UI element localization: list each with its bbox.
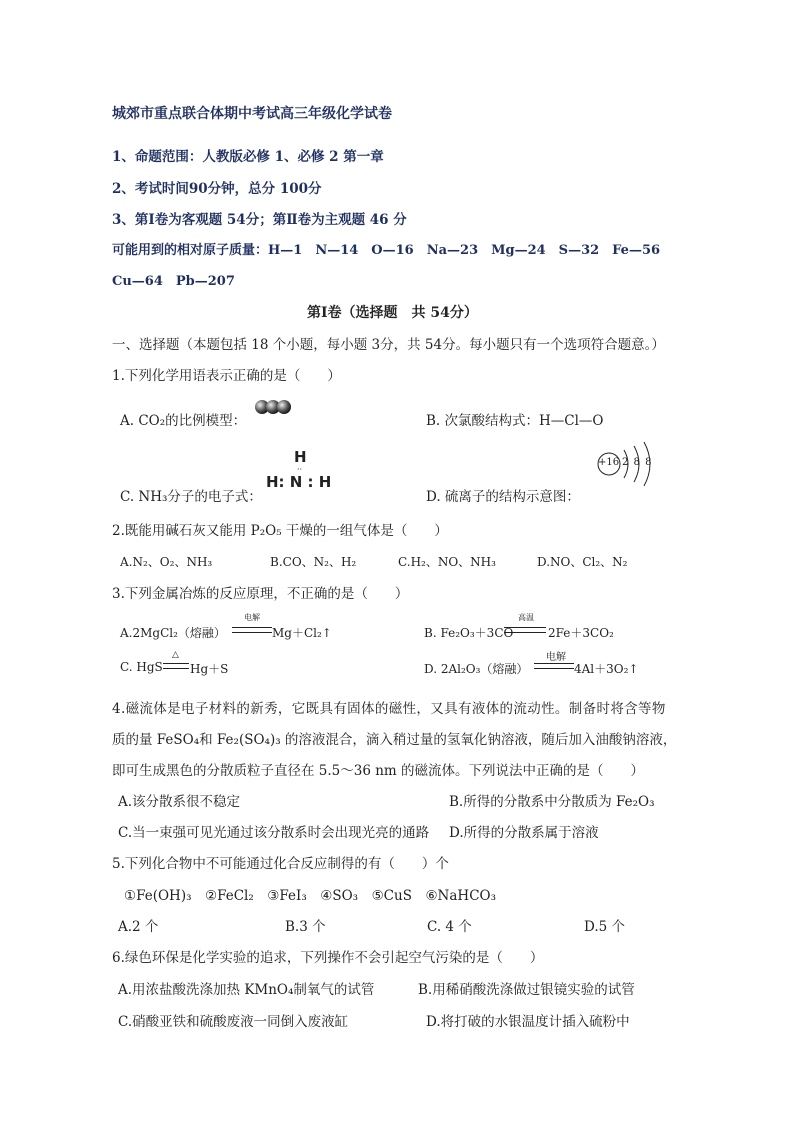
part1-heading: 第Ⅰ卷（选择题 共 54分） — [307, 305, 478, 321]
q3-c-condition: △ — [172, 650, 179, 660]
q3-option-a-right: Mg＋Cl₂↑ — [272, 626, 332, 640]
sulfide-ion-diagram — [592, 440, 668, 492]
q1-stem: 1.下列化学用语表示正确的是（ ） — [112, 368, 341, 384]
q6-option-b: B.用稀硝酸洗涤做过银镜实验的试管 — [418, 982, 635, 998]
q1-option-d: D. 硫离子的结构示意图： — [426, 489, 580, 505]
q6-option-d: D.将打破的水银温度计插入硫粉中 — [426, 1014, 630, 1030]
q3-b-equals — [504, 627, 546, 633]
part1-instructions: 一、选择题（本题包括 18 个小题，每小题 3分，共 54分。每小题只有一个选项符合题意。） — [112, 337, 665, 353]
q2-option-a: A.N₂、O₂、NH₃ — [120, 555, 213, 569]
nh3-top-h: H — [294, 448, 307, 466]
q3-option-d-right: 4Al＋3O₂↑ — [574, 662, 639, 676]
q3-a-condition: 电解 — [244, 613, 260, 622]
q5-stem: 5.下列化合物中不可能通过化合反应制得的有（ ）个 — [112, 856, 449, 872]
q2-option-c: C.H₂、NO、NH₃ — [398, 555, 496, 569]
q4-line2: 质的量 FeSO₄和 Fe₂(SO₄)₃ 的溶液混合，滴入稍过量的氢氧化钠溶液，随后加入油酸钠溶液， — [112, 732, 677, 748]
sulfide-shells: 2 8 8 — [622, 457, 652, 468]
sulfide-nucleus: +16 — [598, 457, 620, 468]
q3-option-c-right: Hg＋S — [190, 662, 229, 676]
q1-option-b: B. 次氯酸结构式：H—Cl—O — [426, 413, 604, 429]
q3-a-equals — [232, 627, 272, 633]
q2-option-d: D.NO、Cl₂、N₂ — [537, 555, 628, 569]
q3-d-equals — [534, 663, 574, 669]
q4-option-c: C.当一束强可见光通过该分散系时会出现光亮的通路 — [118, 825, 430, 841]
q6-option-a: A.用浓盐酸洗涤加热 KMnO₄制氧气的试管 — [118, 982, 375, 998]
q4-line3: 即可生成黑色的分散质粒子直径在 5.5～36 nm 的磁流体。下列说法中正确的是（ ） — [112, 763, 645, 779]
nh3-middle: H: N : H — [266, 473, 332, 491]
q2-option-b: B.CO、N₂、H₂ — [270, 555, 357, 569]
q3-option-a-left: A.2MgCl₂（熔融） — [120, 626, 226, 640]
q3-option-b-left: B. Fe₂O₃＋3CO — [424, 626, 514, 640]
q3-d-condition: 电解 — [546, 652, 566, 663]
q3-option-b-right: 2Fe＋3CO₂ — [548, 626, 614, 640]
q1-option-c: C. NH₃分子的电子式： — [120, 489, 262, 505]
q5-option-d: D.5 个 — [584, 919, 626, 935]
nh3-top-dots: ·· — [297, 465, 303, 474]
q4-option-a: A.该分散系很不稳定 — [118, 794, 241, 810]
q4-option-d: D.所得的分散系属于溶液 — [449, 825, 599, 841]
note-scope: 1、命题范围：人教版必修 1、必修 2 第一章 — [112, 149, 384, 165]
q3-stem: 3.下列金属冶炼的反应原理，不正确的是（ ） — [112, 586, 409, 602]
q3-option-d-left: D. 2Al₂O₃（熔融） — [424, 662, 529, 676]
q4-line1: 4.磁流体是电子材料的新秀，它既具有固体的磁性，又具有液体的流动性。制备时将含等物 — [112, 701, 666, 717]
note-time: 2、考试时间90分钟，总分 100分 — [112, 181, 322, 197]
note-atomic-masses-cont: Cu—64 Pb—207 — [112, 274, 235, 289]
q1-option-a: A. CO₂的比例模型： — [120, 413, 247, 429]
q6-option-c: C.硝酸亚铁和硫酸废液一同倒入废液缸 — [118, 1014, 349, 1030]
q3-b-condition: 高温 — [518, 613, 534, 622]
co2-model-image — [253, 397, 293, 417]
q2-stem: 2.既能用碱石灰又能用 P₂O₅ 干燥的一组气体是（ ） — [112, 523, 448, 539]
exam-title: 城郊市重点联合体期中考试高三年级化学试卷 — [112, 106, 392, 122]
q6-stem: 6.绿色环保是化学实验的追求，下列操作不会引起空气污染的是（ ） — [112, 950, 544, 966]
note-atomic-masses: 可能用到的相对原子质量：H—1 N—14 O—16 Na—23 Mg—24 S—32 Fe—56 — [112, 243, 661, 258]
q5-option-b: B.3 个 — [285, 919, 326, 935]
q5-items: ①Fe(OH)₃ ②FeCl₂ ③FeI₃ ④SO₃ ⑤CuS ⑥NaHCO₃ — [124, 888, 497, 904]
q5-option-a: A.2 个 — [118, 919, 159, 935]
nh3-electron-formula — [264, 446, 336, 494]
q3-c-equals — [163, 663, 189, 669]
q4-option-b: B.所得的分散系中分散质为 Fe₂O₃ — [449, 794, 655, 810]
note-score: 3、第Ⅰ卷为客观题 54分；第Ⅱ卷为主观题 46 分 — [112, 212, 407, 228]
q3-option-c-left: C. HgS — [120, 660, 163, 674]
q5-option-c: C. 4 个 — [427, 919, 472, 935]
